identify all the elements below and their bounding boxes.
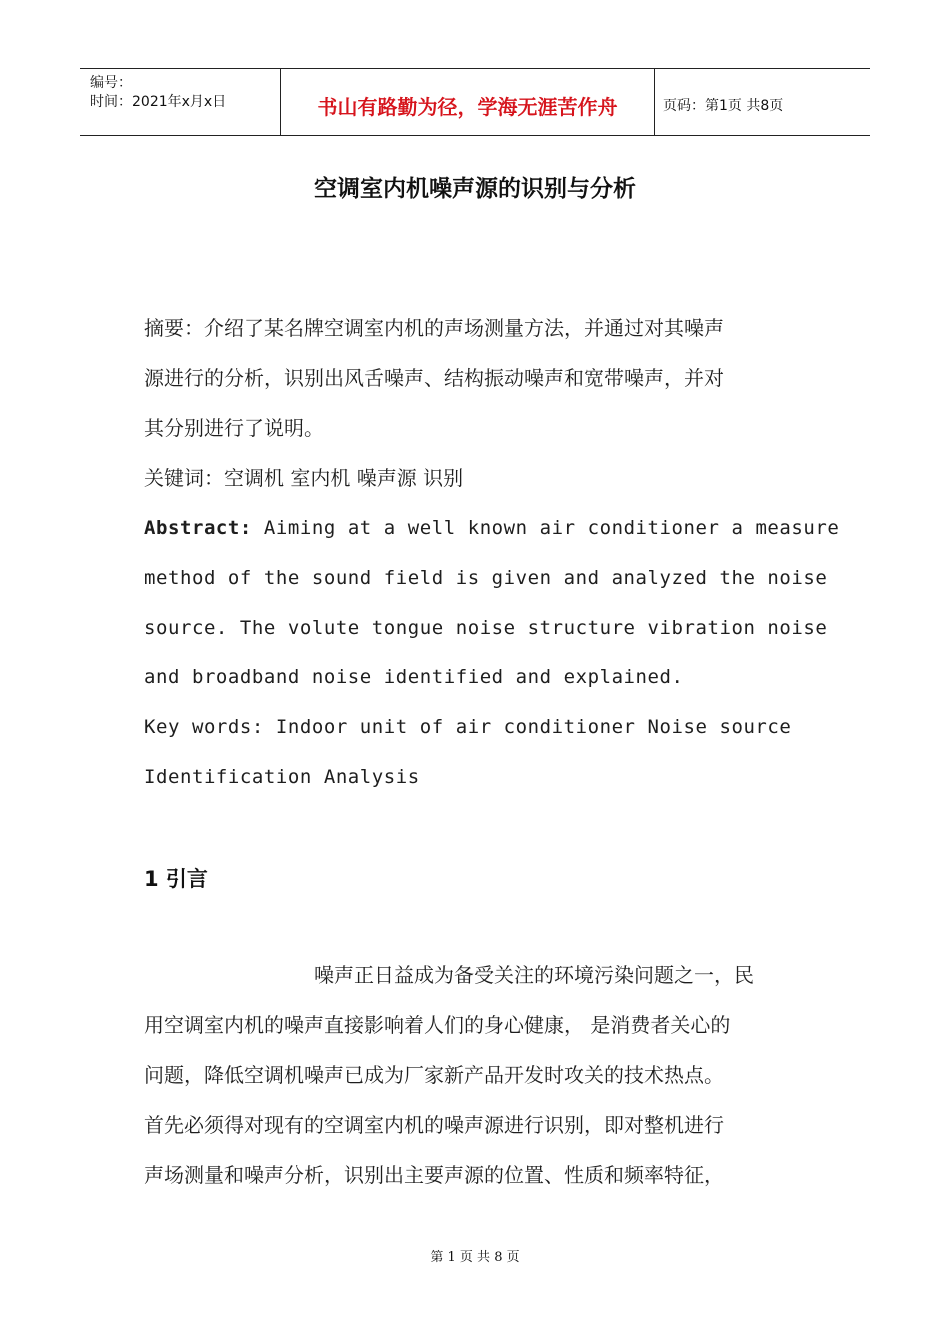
abstract-cn-line: 摘要：介绍了某名牌空调室内机的声场测量方法，并通过对其噪声 bbox=[144, 316, 724, 340]
abstract-en-line: source. The volute tongue noise structure vibration noise bbox=[144, 617, 828, 639]
abstract-en-text: Aiming at a well known air conditioner a measure bbox=[251, 517, 840, 539]
abstract-en-line bbox=[144, 515, 839, 541]
body-paragraph-line: 声场测量和噪声分析，识别出主要声源的位置、性质和频率特征， bbox=[144, 1163, 724, 1187]
document-title: 空调室内机噪声源的识别与分析 bbox=[314, 176, 636, 202]
body-paragraph-line: 问题，降低空调机噪声已成为厂家新产品开发时攻关的技术热点。 bbox=[144, 1063, 724, 1087]
abstract-cn-line: 源进行的分析，识别出风舌噪声、结构振动噪声和宽带噪声，并对 bbox=[144, 366, 724, 390]
keywords-cn: 关键词：空调机 室内机 噪声源 识别 bbox=[144, 466, 464, 490]
abstract-en-label: Abstract: bbox=[144, 517, 252, 539]
page-footer: 第 1 页 共 8 页 bbox=[430, 1250, 520, 1265]
abstract-cn-line: 其分别进行了说明。 bbox=[144, 416, 324, 440]
document-number-label: 编号： bbox=[90, 75, 132, 91]
header-right-cell bbox=[655, 69, 870, 135]
document-header bbox=[80, 68, 870, 136]
section-heading-introduction: 1 引言 bbox=[144, 867, 208, 891]
header-left-cell bbox=[80, 69, 281, 135]
header-page-info: 页码：第1页 共8页 bbox=[663, 98, 784, 114]
keywords-en-line: Identification Analysis bbox=[144, 766, 420, 788]
header-motto: 书山有路勤为径，学海无涯苦作舟 bbox=[317, 95, 618, 119]
abstract-en-line: method of the sound field is given and analyzed the noise bbox=[144, 567, 828, 589]
body-paragraph-line: 用空调室内机的噪声直接影响着人们的身心健康， 是消费者关心的 bbox=[144, 1013, 731, 1037]
body-paragraph-line: 首先必须得对现有的空调室内机的噪声源进行识别，即对整机进行 bbox=[144, 1113, 724, 1137]
header-middle-cell bbox=[281, 69, 655, 135]
keywords-en-line: Key words: Indoor unit of air conditioner Noise source bbox=[144, 716, 792, 738]
body-paragraph-line: 噪声正日益成为备受关注的环境污染问题之一，民 bbox=[314, 963, 754, 987]
abstract-en-line: and broadband noise identified and explained. bbox=[144, 666, 684, 688]
document-date: 时间：2021年x月x日 bbox=[90, 94, 227, 110]
